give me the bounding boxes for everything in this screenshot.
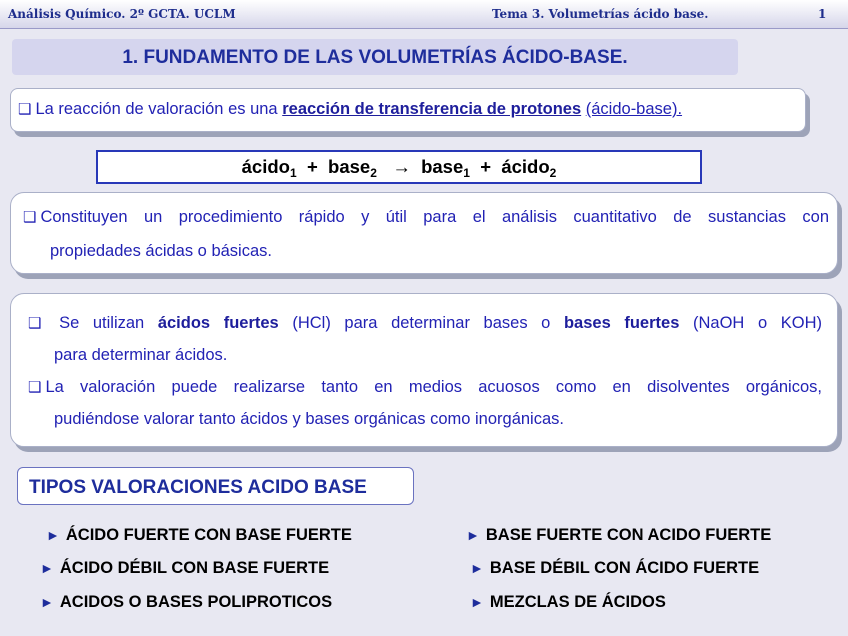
checkbox-bullet-icon: ❑ — [23, 209, 37, 226]
procedure-panel — [10, 192, 838, 274]
type-item-weak-acid-strong-base — [40, 559, 329, 578]
bullet2-line1-text: Constituyen un procedimiento rápido y útil para el análisis cuantitativo de sustancias con — [40, 208, 829, 226]
checkbox-bullet-icon: ❑ — [28, 315, 42, 332]
type-item-text: BASE DÉBIL CON ÁCIDO FUERTE — [489, 559, 760, 577]
page-number: 1 — [818, 7, 827, 21]
type-item-text: ACIDOS O BASES POLIPROTICOS — [59, 593, 333, 611]
type-item-weak-base-strong-acid — [470, 559, 759, 578]
bullet4-line1-text: La valoración puede realizarse tanto en medios acuosos como en disolventes orgánicos, — [45, 378, 822, 396]
reaction-arrow-icon: → — [392, 156, 411, 177]
bullet3-bold1: ácidos fuertes — [157, 314, 279, 332]
checkbox-bullet-icon: ❑ — [18, 101, 32, 118]
bullet-reaction-text — [18, 100, 682, 119]
type-item-strong-acid-strong-base — [46, 526, 352, 545]
sub-4: 2 — [549, 166, 557, 180]
bullet3-bold2: bases fuertes — [563, 314, 680, 332]
reactant-base: base — [328, 156, 371, 177]
type-item-polyprotic — [40, 593, 332, 612]
triangle-bullet-icon: ► — [470, 560, 484, 576]
topic-label: Tema 3. Volumetrías ácido base. — [492, 7, 709, 21]
usage-panel — [10, 293, 838, 447]
product-acid: ácido — [501, 156, 550, 177]
bullet3-pre: Se utilizan — [59, 314, 145, 332]
slide-header — [0, 0, 848, 29]
type-item-text: ÁCIDO DÉBIL CON BASE FUERTE — [59, 559, 330, 577]
triangle-bullet-icon: ► — [40, 560, 54, 576]
triangle-bullet-icon: ► — [46, 527, 60, 543]
bullet1-pre: La reacción de valoración es una — [35, 100, 278, 118]
type-item-text: MEZCLAS DE ÁCIDOS — [489, 593, 666, 611]
triangle-bullet-icon: ► — [470, 594, 484, 610]
bullet-media-line2: pudiéndose valorar tanto ácidos y bases orgánicas como inorgánicas. — [54, 410, 564, 428]
type-item-strong-base-strong-acid — [466, 526, 771, 545]
bullet-usage-line1 — [28, 314, 822, 333]
sub-2: 2 — [370, 166, 377, 180]
reaction-intro-panel — [10, 88, 806, 132]
reaction-equation — [96, 150, 702, 184]
type-item-text: BASE FUERTE CON ACIDO FUERTE — [485, 526, 772, 544]
bullet-procedure-line2: propiedades ácidas o básicas. — [50, 242, 272, 260]
slide-title: 1. FUNDAMENTO DE LAS VOLUMETRÍAS ÁCIDO-BASE. — [122, 47, 628, 68]
plus-sign-2: + — [480, 156, 492, 177]
types-heading: TIPOS VALORACIONES ACIDO BASE — [29, 477, 367, 498]
checkbox-bullet-icon: ❑ — [28, 379, 42, 396]
title-box — [12, 39, 738, 75]
bullet1-post: (ácido-base). — [585, 100, 683, 118]
type-item-text: ÁCIDO FUERTE CON BASE FUERTE — [65, 526, 352, 544]
reactant-acid: ácido — [241, 156, 290, 177]
bullet-media-line1 — [28, 378, 822, 397]
sub-3: 1 — [463, 166, 470, 180]
plus-sign: + — [306, 156, 318, 177]
bullet3-mid: (HCl) para determinar bases o — [292, 314, 551, 332]
bullet-usage-line2: para determinar ácidos. — [54, 346, 228, 364]
bullet3-post: (NaOH o KOH) — [693, 314, 822, 332]
triangle-bullet-icon: ► — [40, 594, 54, 610]
course-label: Análisis Químico. 2º GCTA. UCLM — [8, 7, 236, 21]
sub-1: 1 — [289, 166, 297, 180]
product-base: base — [421, 156, 464, 177]
types-heading-box — [17, 467, 414, 505]
triangle-bullet-icon: ► — [466, 527, 480, 543]
type-item-acid-mixtures — [470, 593, 666, 612]
bullet-procedure-line1 — [23, 208, 829, 227]
bullet1-bold: reacción de transferencia de protones — [282, 100, 582, 118]
